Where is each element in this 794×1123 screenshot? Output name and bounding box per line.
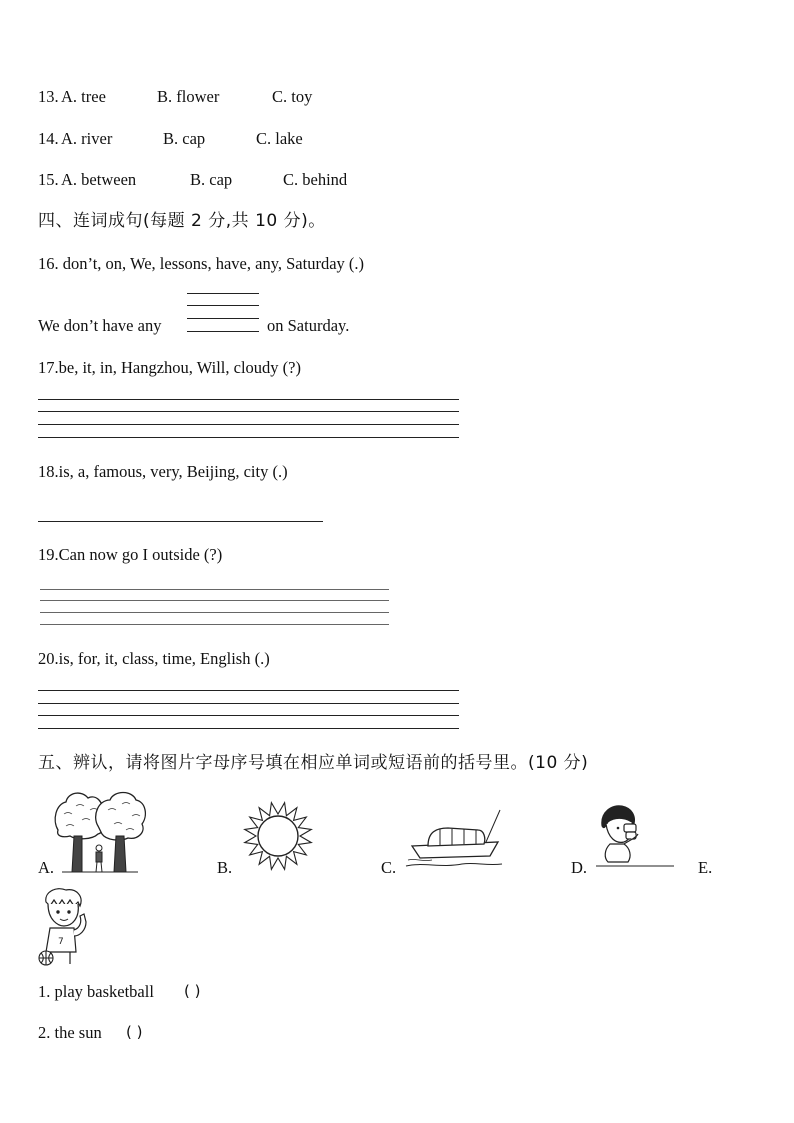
boat-picture: [402, 808, 506, 872]
answer-line[interactable]: [38, 424, 459, 425]
question-16-prompt: 16. don’t, on, We, lessons, have, any, Saturday (.): [38, 254, 365, 273]
picture-label-e: E.: [698, 858, 713, 877]
section-5-title: 五、辨认，请将图片字母序号填在相应单词或短语前的括号里。(10 分): [38, 753, 589, 773]
trees-picture: [52, 790, 148, 874]
item-2: [38, 1023, 102, 1043]
answer-line[interactable]: [38, 690, 459, 691]
picture-label-b: B.: [217, 858, 233, 877]
answer-line[interactable]: [38, 728, 459, 729]
option-c: C. toy: [272, 87, 313, 106]
picture-label-d: D.: [571, 858, 588, 877]
option-c: C. lake: [256, 129, 303, 148]
option-b: B. cap: [190, 170, 233, 189]
option-a: A. river: [61, 129, 113, 148]
answer-paren[interactable]: ( ): [184, 982, 201, 1000]
item-text: 1. play basketball: [38, 982, 154, 1001]
svg-text:7: 7: [58, 937, 64, 947]
answer-line[interactable]: [187, 293, 259, 294]
question-number: 14.: [38, 129, 59, 148]
item-1: [38, 982, 154, 1002]
option-c: C. behind: [283, 170, 348, 189]
option-a: A. tree: [61, 87, 106, 106]
answer-line[interactable]: [38, 437, 459, 438]
answer-paren[interactable]: ( ): [126, 1023, 143, 1041]
answer-line[interactable]: [38, 399, 459, 400]
answer-line[interactable]: [38, 715, 459, 716]
question-number: 13.: [38, 87, 59, 106]
question-20-prompt: 20.is, for, it, class, time, English (.): [38, 649, 270, 668]
answer-line[interactable]: [187, 318, 259, 319]
answer-line[interactable]: [40, 624, 389, 625]
answer-line[interactable]: [187, 305, 259, 306]
answer-line[interactable]: [38, 521, 323, 522]
item-text: 2. the sun: [38, 1023, 102, 1042]
option-a: A. between: [61, 170, 137, 189]
answer-line[interactable]: [38, 411, 459, 412]
answer-line[interactable]: [38, 703, 459, 704]
answer-line[interactable]: [40, 600, 389, 601]
question-17-prompt: 17.be, it, in, Hangzhou, Will, cloudy (?): [38, 358, 301, 377]
option-b: B. cap: [163, 129, 206, 148]
picture-label-c: C.: [381, 858, 397, 877]
question-16-answer-end: on Saturday.: [267, 316, 350, 335]
section-4-title: 四、连词成句(每题 2 分,共 10 分)。: [38, 211, 326, 231]
question-16-answer-start: We don’t have any: [38, 316, 162, 335]
option-b: B. flower: [157, 87, 220, 106]
question-number: 15.: [38, 170, 59, 189]
answer-line[interactable]: [40, 589, 389, 590]
question-19-prompt: 19.Can now go I outside (?): [38, 545, 223, 564]
answer-line[interactable]: [187, 331, 259, 332]
question-18-prompt: 18.is, a, famous, very, Beijing, city (.): [38, 462, 288, 481]
boy-basketball-picture: [36, 888, 92, 968]
girl-binoculars-picture: [594, 804, 678, 874]
answer-line[interactable]: [40, 612, 389, 613]
picture-label-a: A.: [38, 858, 55, 877]
sun-picture: [242, 800, 314, 872]
